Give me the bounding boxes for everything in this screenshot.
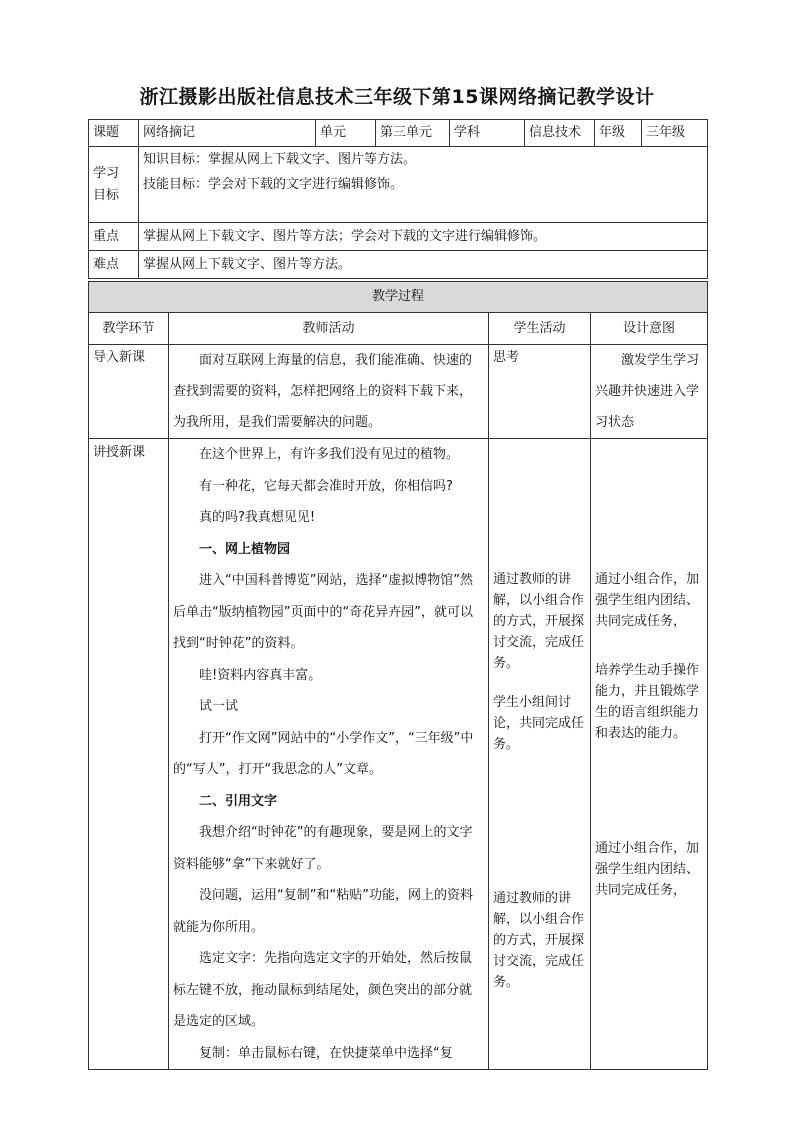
difficulty-content: 掌握从网上下载文字、图片等方法。	[139, 251, 708, 279]
teach-stage: 讲授新课	[89, 439, 169, 1070]
grade-value: 三年级	[642, 120, 708, 147]
intro-stage: 导入新课	[89, 345, 169, 439]
teach-paragraph: 复制：单击鼠标右键，在快捷菜单中选择“复	[199, 1045, 453, 1061]
teaching-process-table	[88, 281, 708, 1070]
teach-paragraph: 有一种花，它每天都会准时开放，你相信吗?	[199, 478, 453, 494]
objectives-content	[139, 147, 708, 223]
objectives-label-line1: 学习	[93, 165, 120, 181]
topic-label: 课题	[89, 120, 139, 147]
topic-value: 网络摘记	[139, 120, 316, 147]
teach-teacher-activity	[169, 439, 489, 1070]
col-student-header: 学生活动	[489, 313, 591, 345]
intro-student-activity: 思考	[489, 345, 591, 439]
objectives-label-line2: 目标	[93, 187, 120, 203]
teach-paragraph: 真的吗?我真想见见!	[199, 510, 316, 525]
design-intent-3: 通过小组合作，加强学生组内团结、共同完成任务，	[595, 841, 700, 898]
knowledge-objective: 知识目标：掌握从网上下载文字、图片等方法。	[143, 152, 417, 167]
intro-teacher-text: 面对互联网上海量的信息，我们能准确、快速的查找到需要的资料，怎样把网络上的资料下载下来，为我所用，是我们需要解决的问题。	[173, 353, 473, 430]
key-label: 重点	[89, 223, 139, 251]
intro-teacher-activity	[169, 345, 489, 439]
document-title: 浙江摄影出版社信息技术三年级下第15课网络摘记教学设计	[139, 86, 655, 108]
teach-design-intent	[591, 439, 708, 1070]
teach-paragraph: 试一试	[199, 699, 239, 714]
teach-paragraph: 选定文字：先指向选定文字的开始处，然后按鼠标左键不放，拖动鼠标到结尾处，颜色突出的部分就是选定的区域。	[173, 951, 473, 1029]
student-activity-2: 学生小组间讨论，共同完成任务。	[493, 695, 585, 752]
unit-label: 单元	[316, 120, 376, 147]
teach-paragraph: 我想介绍“时钟花”的有趣现象，要是网上的文字资料能够“拿”下来就好了。	[173, 825, 473, 872]
student-activity-3: 通过教师的讲解，以小组合作的方式，开展探讨交流，完成任务。	[493, 891, 585, 990]
difficulty-label: 难点	[89, 251, 139, 279]
intro-intent-text: 激发学生学习兴趣并快速进入学习状态	[595, 353, 700, 430]
teach-paragraph: 哇!资料内容真丰富。	[199, 667, 322, 683]
skill-objective: 技能目标：学会对下载的文字进行编辑修饰。	[143, 177, 404, 192]
teach-paragraph: 没问题，运用“复制”和“粘贴”功能，网上的资料就能为你所用。	[173, 888, 473, 935]
col-teacher-header: 教师活动	[169, 313, 489, 345]
lesson-info-table	[88, 119, 708, 279]
section-heading-plant-garden: 一、网上植物园	[199, 541, 291, 557]
objectives-label	[89, 147, 139, 223]
student-activity-1: 通过教师的讲解，以小组合作的方式，开展探讨交流，完成任务。	[493, 572, 585, 671]
key-content: 掌握从网上下载文字、图片等方法；学会对下载的文字进行编辑修饰。	[139, 223, 708, 251]
design-intent-1: 通过小组合作，加强学生组内团结、共同完成任务，	[595, 572, 700, 629]
teach-paragraph: 在这个世界上，有许多我们没有见过的植物。	[199, 447, 460, 462]
unit-value: 第三单元	[376, 120, 450, 147]
design-intent-2: 培养学生动手操作能力，并且锻炼学生的语言组织能力和表达的能力。	[595, 663, 700, 741]
col-intent-header: 设计意图	[591, 313, 708, 345]
teach-student-activity	[489, 439, 591, 1070]
col-stage-header: 教学环节	[89, 313, 169, 345]
subject-value: 信息技术	[525, 120, 595, 147]
section-heading-quote-text: 二、引用文字	[199, 793, 278, 809]
grade-label: 年级	[595, 120, 642, 147]
subject-label: 学科	[450, 120, 525, 147]
intro-design-intent	[591, 345, 708, 439]
process-header: 教学过程	[89, 282, 708, 313]
teach-paragraph: 进入“中国科普博览”网站，选择“虚拟博物馆”然后单击“版纳植物园”页面中的“奇花异卉园”，就可以找到“时钟花”的资料。	[173, 573, 473, 651]
teach-paragraph: 打开“作文网”网站中的“小学作文”，“三年级”中的“写人”，打开“我思念的人”文章。	[173, 730, 474, 777]
